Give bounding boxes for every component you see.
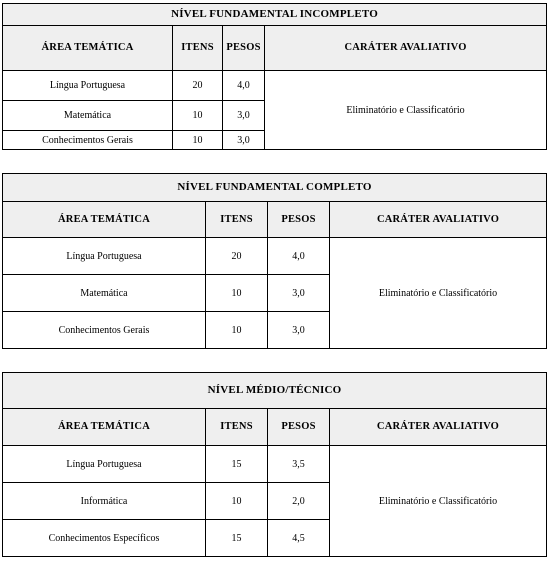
header-itens: ITENS [173,26,223,71]
cell-itens: 10 [173,131,223,150]
cell-area: Conhecimentos Gerais [3,131,173,150]
cell-pesos: 3,5 [268,446,330,483]
table-medio-tecnico [2,372,547,557]
header-pesos: PESOS [268,409,330,446]
cell-itens: 10 [206,312,268,349]
cell-area: Língua Portuguesa [3,71,173,101]
cell-area: Informática [3,483,206,520]
cell-area: Matemática [3,101,173,131]
cell-itens: 10 [173,101,223,131]
table-title: NÍVEL MÉDIO/TÉCNICO [3,373,547,409]
table-fundamental-incompleto [2,3,547,150]
cell-itens: 15 [206,446,268,483]
cell-carater: Eliminatório e Classificatório [265,71,547,150]
table-title: NÍVEL FUNDAMENTAL INCOMPLETO [3,4,547,26]
cell-pesos: 3,0 [268,312,330,349]
cell-itens: 15 [206,520,268,557]
cell-area: Conhecimentos Gerais [3,312,206,349]
cell-pesos: 4,5 [268,520,330,557]
header-itens: ITENS [206,409,268,446]
header-carater: CARÁTER AVALIATIVO [330,409,547,446]
table-row [3,71,547,101]
cell-area: Língua Portuguesa [3,446,206,483]
cell-itens: 10 [206,483,268,520]
cell-itens: 10 [206,275,268,312]
cell-itens: 20 [206,238,268,275]
header-carater: CARÁTER AVALIATIVO [265,26,547,71]
cell-area: Língua Portuguesa [3,238,206,275]
header-area: ÁREA TEMÁTICA [3,409,206,446]
header-pesos: PESOS [268,202,330,238]
cell-pesos: 3,0 [223,131,265,150]
cell-carater: Eliminatório e Classificatório [330,446,547,557]
table-row [3,238,547,275]
cell-pesos: 4,0 [268,238,330,275]
header-itens: ITENS [206,202,268,238]
cell-carater: Eliminatório e Classificatório [330,238,547,349]
table-title: NÍVEL FUNDAMENTAL COMPLETO [3,174,547,202]
header-carater: CARÁTER AVALIATIVO [330,202,547,238]
table-fundamental-completo [2,173,547,349]
cell-pesos: 2,0 [268,483,330,520]
cell-pesos: 4,0 [223,71,265,101]
cell-area: Matemática [3,275,206,312]
header-area: ÁREA TEMÁTICA [3,202,206,238]
cell-area: Conhecimentos Específicos [3,520,206,557]
header-pesos: PESOS [223,26,265,71]
cell-pesos: 3,0 [223,101,265,131]
cell-pesos: 3,0 [268,275,330,312]
header-area: ÁREA TEMÁTICA [3,26,173,71]
cell-itens: 20 [173,71,223,101]
table-row [3,446,547,483]
